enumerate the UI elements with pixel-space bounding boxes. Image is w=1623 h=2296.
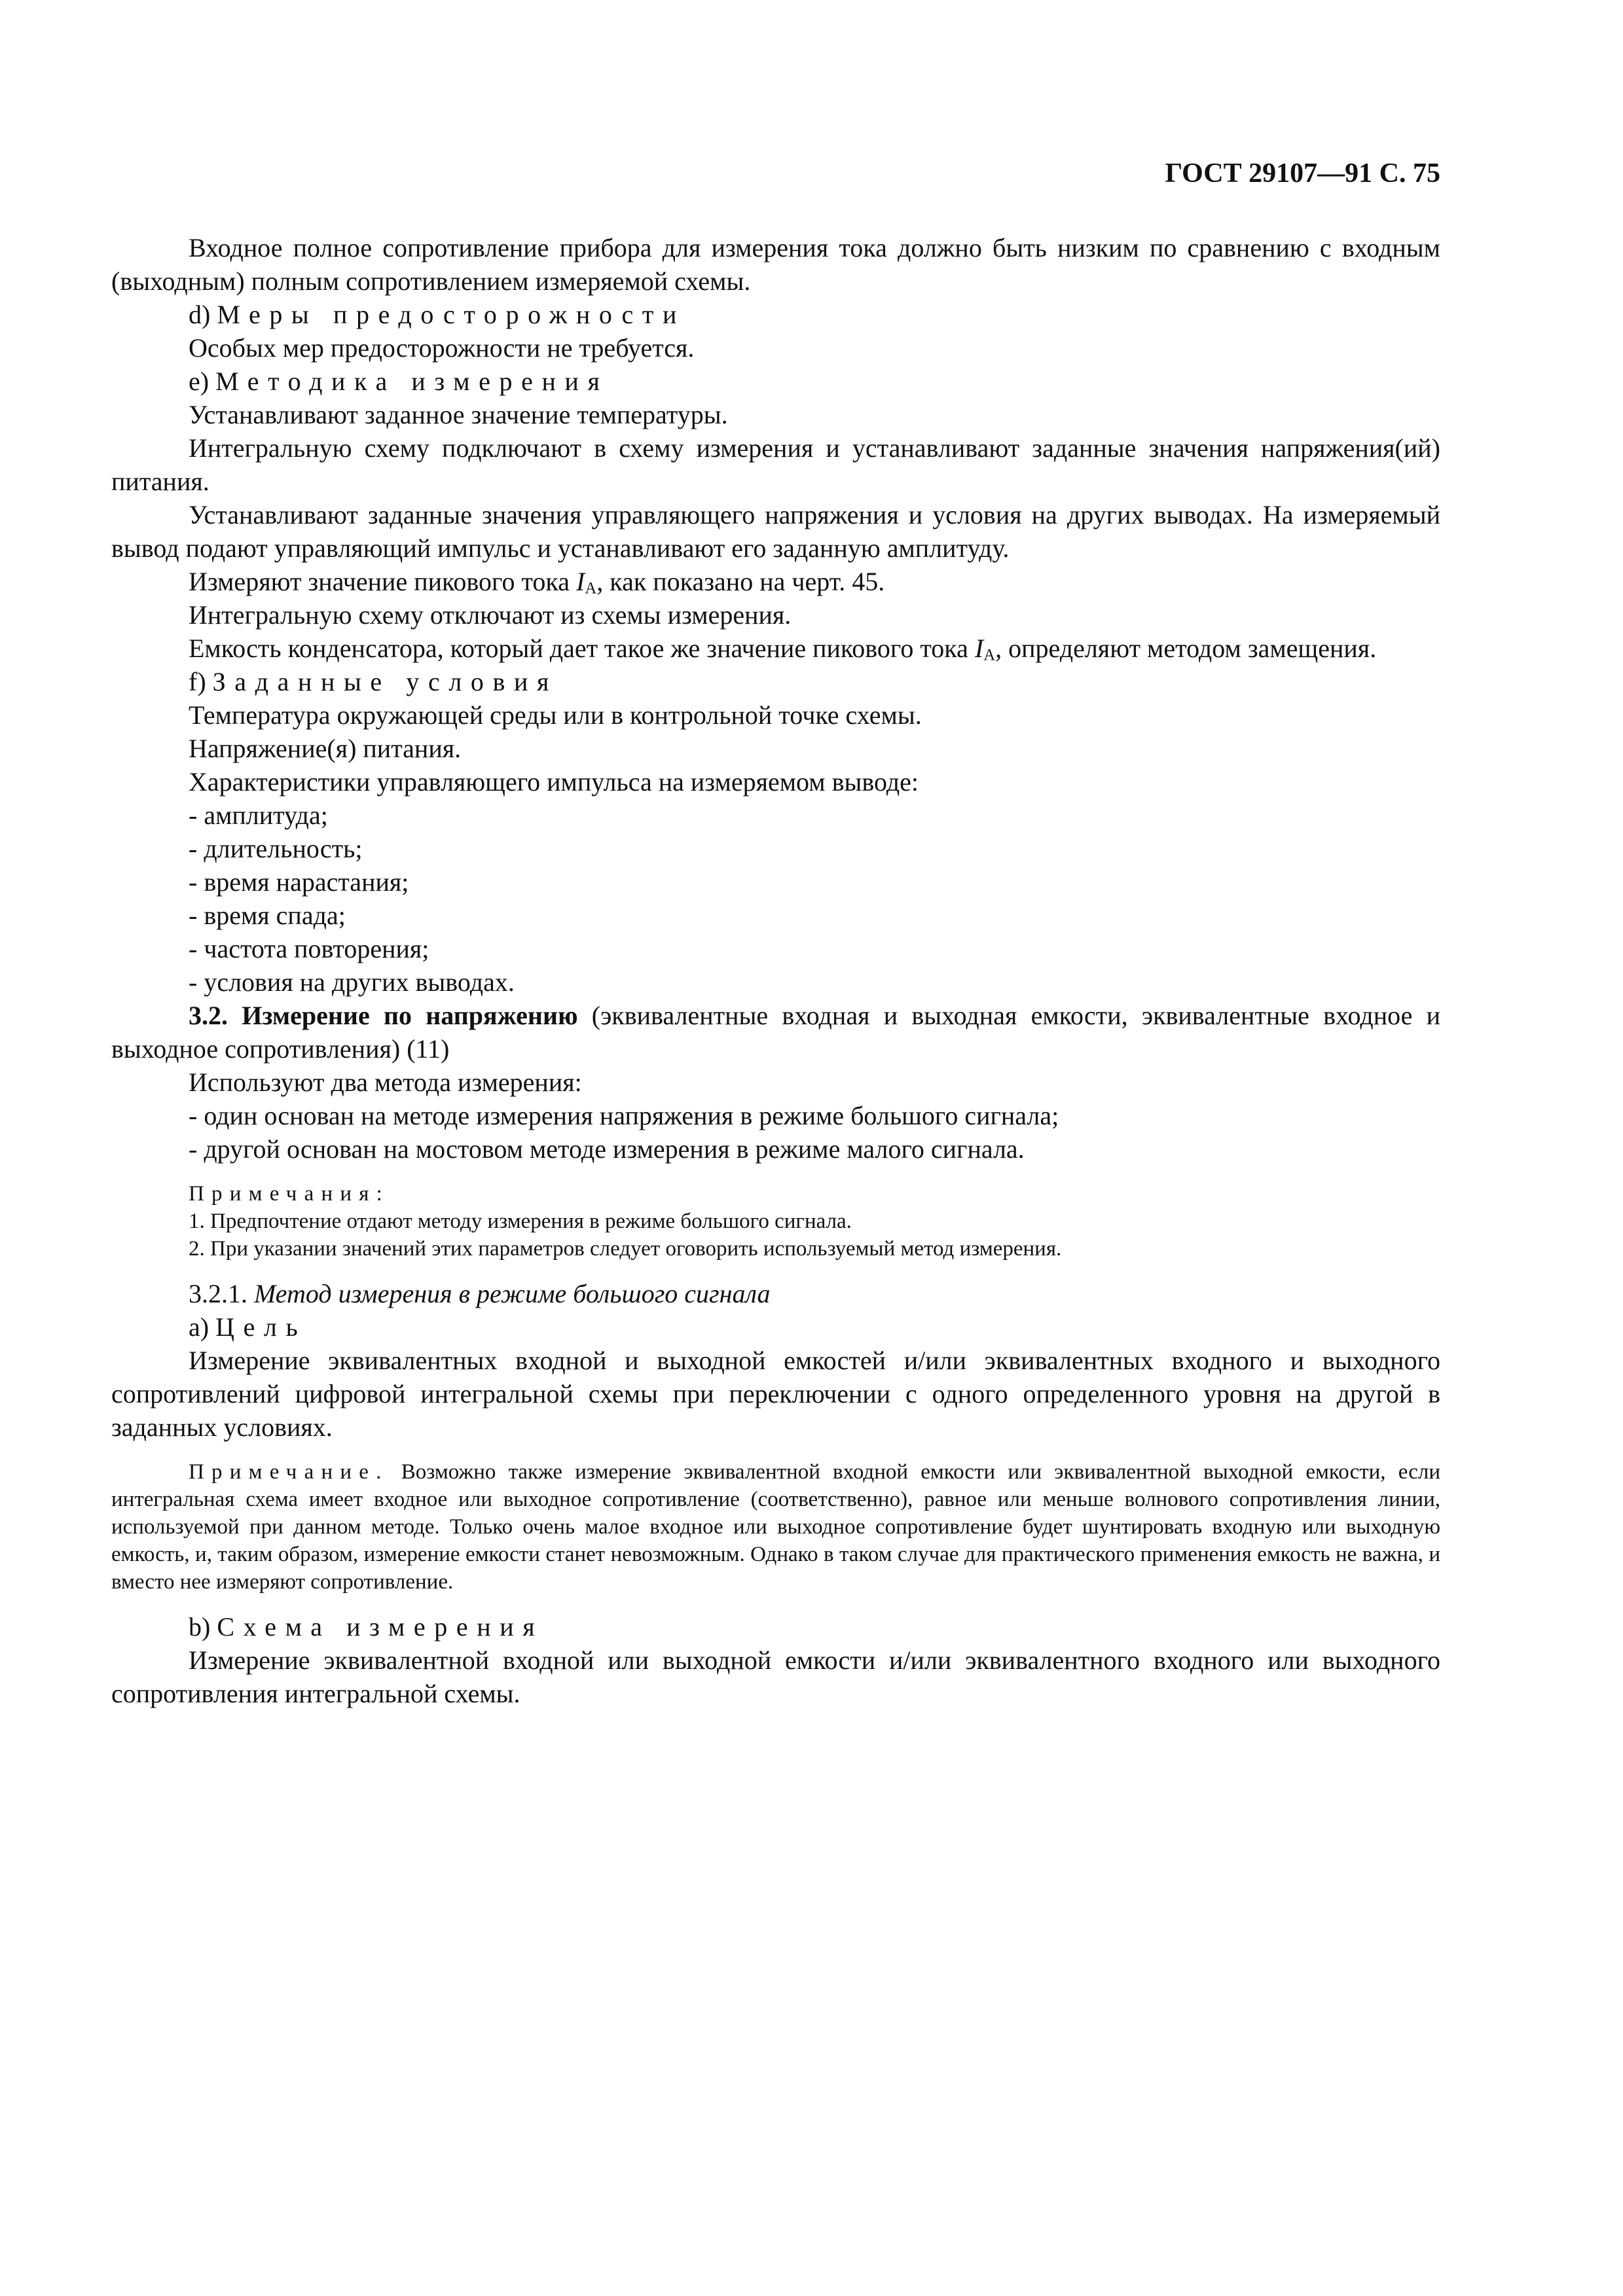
section-d-heading xyxy=(111,298,1440,331)
section-d-marker: d) xyxy=(189,300,217,329)
section-3-2-methods-intro: Используют два метода измерения: xyxy=(189,1067,582,1097)
section-e-step-5: Интегральную схему отключают из схемы измерения. xyxy=(189,600,792,630)
list-item: - время нарастания; xyxy=(189,867,409,897)
section-d-title: Меры предосторожности xyxy=(217,300,685,329)
notes-block xyxy=(111,1180,1440,1263)
paragraph-input-impedance: Входное полное сопротивление прибора для измерения тока должно быть низким по сравнению с входным (выходным) полным сопротивлением измеряемой схемы. xyxy=(111,233,1440,296)
step-4-tail: , как показано на черт. 45. xyxy=(596,567,885,596)
list-item: - другой основан на мостовом методе измерения в режиме малого сигнала. xyxy=(189,1134,1025,1164)
section-f-item-2: Напряжение(я) питания. xyxy=(189,734,462,763)
section-e-step-3: Устанавливают заданные значения управляющего напряжения и условия на других выводах. На измеряемый вывод подают управляющий импульс и устанавливают его заданную амплитуду. xyxy=(111,500,1440,563)
section-3-2-1-heading xyxy=(111,1277,1440,1310)
section-3-2-1-title: Метод измерения в режиме большого сигнала xyxy=(254,1279,771,1308)
section-a-heading xyxy=(111,1310,1440,1344)
section-f-item-1: Температура окружающей среды или в контрольной точке схемы. xyxy=(189,700,922,730)
list-item: - один основан на методе измерения напряжения в режиме большого сигнала; xyxy=(189,1101,1059,1130)
current-symbol: I xyxy=(576,567,585,596)
section-b-marker: b) xyxy=(189,1612,217,1641)
section-f-marker: f) xyxy=(189,667,213,696)
section-b-heading xyxy=(111,1610,1440,1643)
step-6-tail: , определяют методом замещения. xyxy=(995,634,1377,663)
section-e-step-1: Устанавливают заданное значение температуры. xyxy=(189,400,728,429)
section-3-2 xyxy=(111,999,1440,1066)
section-a-marker: a) xyxy=(189,1312,216,1342)
section-a-text: Измерение эквивалентных входной и выходной емкостей и/или эквивалентных входного и выходного сопротивлений цифровой интегральной схемы при переключении с одного определенного уровня на другой в заданных условиях. xyxy=(111,1346,1440,1442)
section-3-2-1-number: 3.2.1. xyxy=(189,1279,254,1308)
note-item: 1. Предпочтение отдают методу измерения в режиме большого сигнала. xyxy=(189,1210,852,1233)
step-6-text: Емкость конденсатора, который дает такое же значение пикового тока xyxy=(189,634,975,663)
section-f-title: Заданные условия xyxy=(212,667,558,696)
list-item: - амплитуда; xyxy=(189,800,328,830)
section-f-heading xyxy=(111,665,1440,698)
section-e-title: Методика измерения xyxy=(215,367,609,396)
section-e-step-4 xyxy=(111,565,1440,598)
note-item: 2. При указании значений этих параметров следует оговорить используемый метод измерения. xyxy=(189,1237,1062,1261)
section-3-2-number: 3.2. xyxy=(189,1001,242,1030)
list-item: - условия на других выводах. xyxy=(189,967,515,997)
section-3-2-text: (эквивалентные входная и выходная емкости, эквивалентные входное и выходное сопротивления) (11) xyxy=(111,1001,1440,1064)
section-e-step-6 xyxy=(111,632,1440,665)
section-e-marker: e) xyxy=(189,367,216,396)
section-b-text: Измерение эквивалентной входной или выходной емкости и/или эквивалентного входного или выходного сопротивления интегральной схемы. xyxy=(111,1645,1440,1708)
section-e-step-2: Интегральную схему подключают в схему измерения и устанавливают заданные значения напряжения(ий) питания. xyxy=(111,433,1440,496)
step-4-text: Измеряют значение пикового тока xyxy=(189,567,576,596)
note-text: Возможно также измерение эквивалентной входной емкости или эквивалентной выходной емкости, если интегральная схема имеет входное или выходное сопротивление (соответственно), равное или меньше волнового сопротивления линии, используемой при данном методе. Только очень малое входное или выходное сопротивление будет шунтировать входную или выходную емкость, и, таким образом, измерение емкости станет невозможным. Однако в таком случае для практического применения емкость не важна, и вместо нее измеряют сопротивление. xyxy=(111,1460,1440,1594)
section-a-title: Цель xyxy=(215,1312,307,1342)
list-item: - время спада; xyxy=(189,901,346,930)
note-block xyxy=(111,1458,1440,1596)
note-label: Примечание. xyxy=(189,1460,389,1484)
section-3-2-title: Измерение по напряжению xyxy=(242,1001,578,1030)
current-symbol: I xyxy=(974,634,984,663)
section-e-heading xyxy=(111,365,1440,398)
current-subscript: A xyxy=(585,579,597,598)
section-d-text: Особых мер предосторожности не требуется. xyxy=(189,333,695,363)
section-b-title: Схема измерения xyxy=(217,1612,544,1641)
list-item: - длительность; xyxy=(189,834,363,863)
section-f-item-3: Характеристики управляющего импульса на измеряемом выводе: xyxy=(189,767,919,797)
page-header: ГОСТ 29107—91 С. 75 xyxy=(1165,158,1440,188)
current-subscript: A xyxy=(983,646,996,664)
notes-title: Примечания: xyxy=(189,1182,390,1206)
list-item: - частота повторения; xyxy=(189,934,429,963)
document-page xyxy=(111,157,1440,1710)
